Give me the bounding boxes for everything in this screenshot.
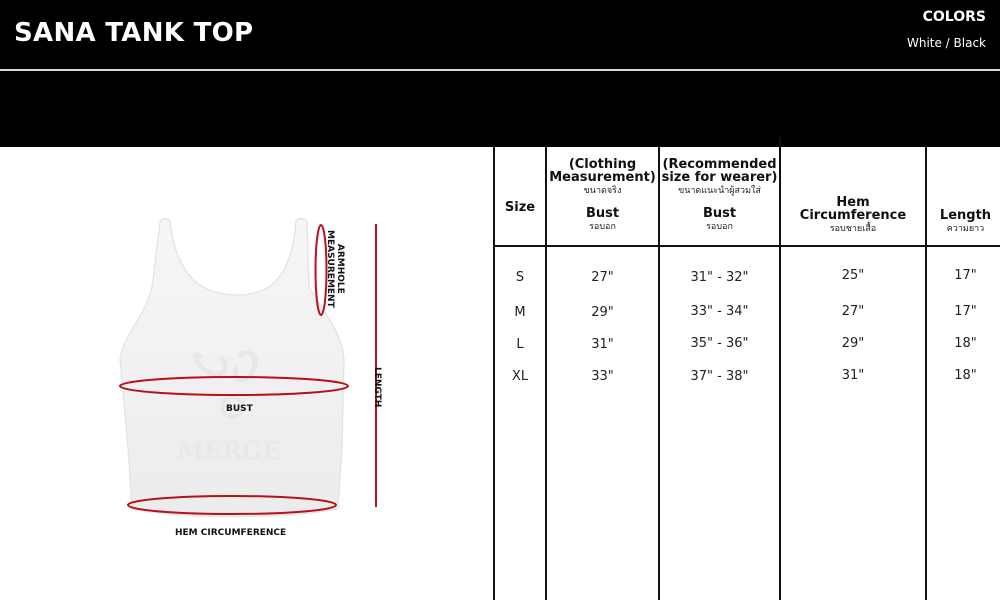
- bust-label: BUST: [226, 404, 253, 414]
- row-hem: 25": [841, 268, 865, 283]
- garment-logo-text: MERGE: [177, 436, 281, 465]
- tank-top-body: [120, 219, 344, 517]
- header-recommended-size: [660, 158, 779, 234]
- hem-label: HEM CIRCUMFERENCE: [175, 528, 287, 538]
- row-length: 18": [954, 336, 977, 351]
- row-length: 17": [954, 268, 977, 283]
- header-hem-line2: Circumference: [799, 208, 907, 223]
- row-bust: 33": [591, 369, 614, 384]
- row-bust: 31": [591, 337, 614, 352]
- header-length: [927, 209, 1000, 236]
- armhole-label-line1: ARMHOLE: [335, 243, 345, 294]
- row-recommended: 37" - 38": [690, 369, 749, 384]
- row-recommended: 35" - 36": [690, 336, 749, 351]
- header-clothing-bust: Bust: [585, 206, 620, 221]
- header-recommended-bust-thai: รอบอก: [706, 222, 733, 232]
- header-clothing-thai: ขนาดจริง: [583, 186, 622, 196]
- row-hem: 31": [841, 368, 865, 383]
- row-bust: 27": [591, 270, 614, 285]
- row-recommended: 31" - 32": [690, 270, 749, 285]
- header-size: [495, 201, 545, 214]
- row-length: 17": [954, 304, 977, 319]
- product-title: SANA TANK TOP: [14, 18, 254, 48]
- header-size-label: Size: [504, 200, 536, 215]
- row-hem: 29": [841, 336, 865, 351]
- header-clothing-line2: Measurement): [549, 170, 656, 185]
- header-clothing-bust-thai: รอบอก: [589, 222, 616, 232]
- header-divider: [0, 69, 1000, 71]
- row-size: L: [516, 337, 524, 352]
- measurement-diagram: [0, 147, 492, 600]
- armhole-label: [325, 230, 345, 308]
- row-size: XL: [511, 369, 529, 384]
- row-size: S: [515, 270, 525, 285]
- header-length-label: Length: [939, 208, 992, 223]
- row-size: M: [514, 305, 526, 320]
- row-bust: 29": [591, 305, 614, 320]
- header-length-thai: ความยาว: [946, 224, 985, 234]
- header-recommended-line2: size for wearer): [661, 170, 778, 185]
- table-header-rule: [493, 245, 1000, 247]
- header-hem-line1: Hem: [836, 195, 870, 210]
- header-clothing-measurement: [547, 158, 658, 234]
- length-label: LENGTH: [372, 367, 382, 408]
- header-recommended-line1: (Recommended: [662, 157, 777, 172]
- header-hem-circumference: [781, 196, 925, 236]
- armhole-label-line2: MEASUREMENT: [325, 230, 335, 308]
- row-length: 18": [954, 368, 977, 383]
- row-recommended: 33" - 34": [690, 304, 749, 319]
- header-recommended-thai: ขนาดแนะนำผู้สวมใส่: [678, 186, 761, 196]
- row-hem: 27": [841, 304, 865, 319]
- header-clothing-line1: (Clothing: [568, 157, 637, 172]
- header-recommended-bust: Bust: [702, 206, 737, 221]
- header-hem-thai: รอบชายเสื้อ: [829, 224, 877, 234]
- colors-value: White / Black: [906, 36, 986, 50]
- colors-label: COLORS: [922, 9, 986, 25]
- header-band: [0, 0, 1000, 147]
